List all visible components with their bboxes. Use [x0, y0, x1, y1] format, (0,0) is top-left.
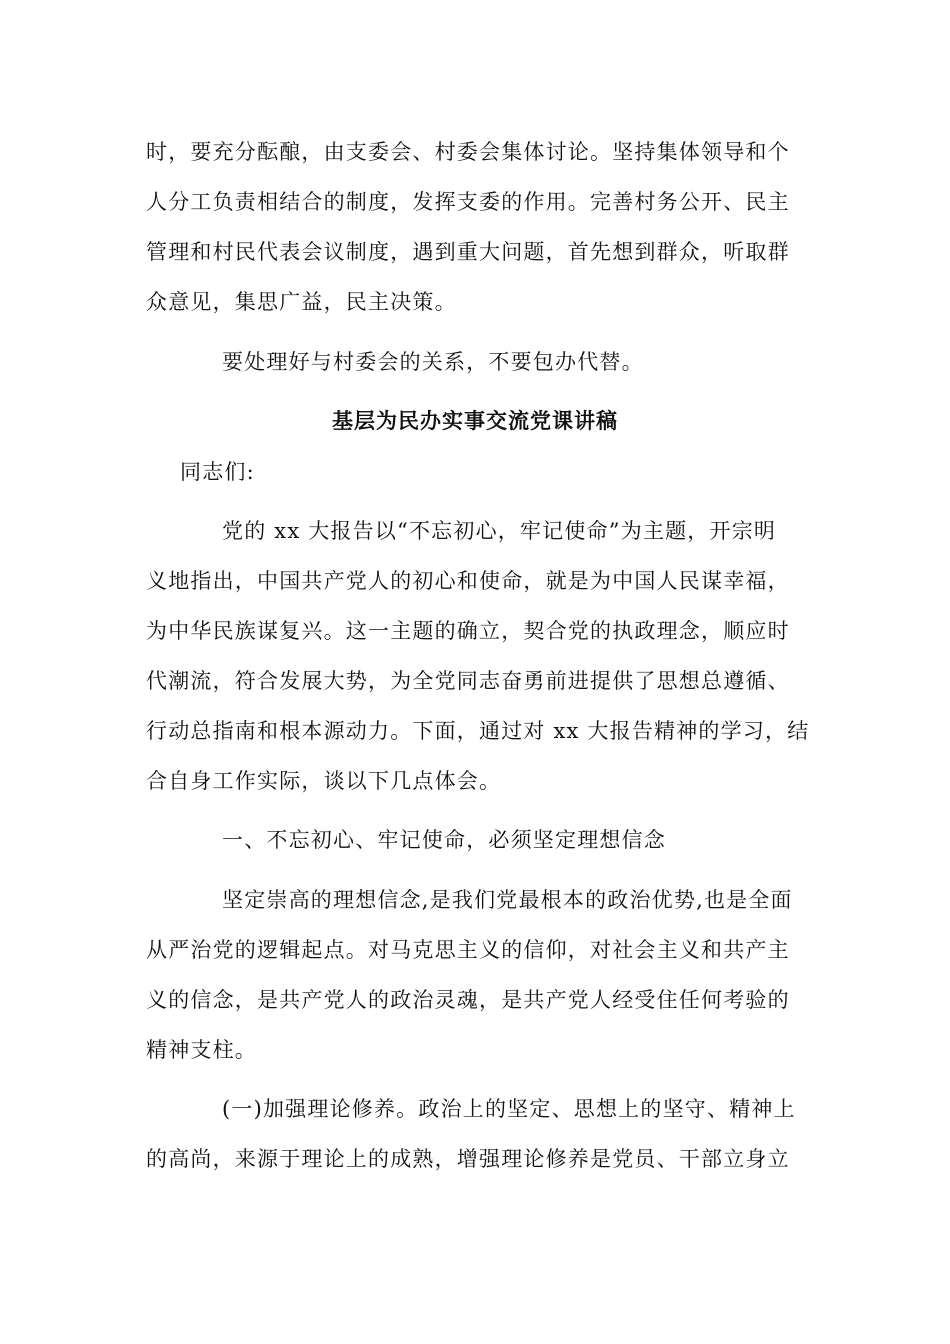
- text-line: 行动总指南和根本源动力。下面，通过对 xx 大报告精神的学习，结: [146, 719, 810, 743]
- text-line: 合自身工作实际，谈以下几点体会。: [146, 769, 502, 793]
- text-line: 代潮流，符合发展大势，为全党同志奋勇前进提供了思想总遵循、: [146, 669, 790, 693]
- text-line: 人分工负责相结合的制度，发挥支委的作用。完善村务公开、民主: [146, 190, 790, 214]
- text-line: 众意见，集思广益，民主决策。: [146, 290, 457, 314]
- text-line: 坚定崇高的理想信念,是我们党最根本的政治优势,也是全面: [222, 888, 793, 912]
- salutation: 同志们:: [180, 460, 255, 484]
- document-title: 基层为民办实事交流党课讲稿: [332, 408, 618, 433]
- text-line: 从严治党的逻辑起点。对马克思主义的信仰，对社会主义和共产主: [146, 938, 790, 962]
- subsection-line: (一)加强理论修养。政治上的坚定、思想上的坚守、精神上: [222, 1097, 796, 1121]
- text-line: 管理和村民代表会议制度，遇到重大问题，首先想到群众，听取群: [146, 240, 790, 264]
- text-line: 党的 xx 大报告以“不忘初心，牢记使命”为主题，开宗明: [222, 519, 777, 543]
- text-line: 义的信念，是共产党人的政治灵魂，是共产党人经受住任何考验的: [146, 988, 790, 1012]
- section-heading: 一、不忘初心、牢记使命，必须坚定理想信念: [222, 828, 666, 852]
- text-line: 精神支柱。: [146, 1038, 257, 1062]
- text-line: 时，要充分酝酿，由支委会、村委会集体讨论。坚持集体领导和个: [146, 140, 790, 164]
- text-line: 要处理好与村委会的关系，不要包办代替。: [222, 350, 644, 374]
- text-line: 为中华民族谋复兴。这一主题的确立，契合党的执政理念，顺应时: [146, 619, 790, 643]
- text-line: 义地指出，中国共产党人的初心和使命，就是为中国人民谋幸福，: [146, 569, 790, 593]
- text-line: 的高尚，来源于理论上的成熟，增强理论修养是党员、干部立身立: [146, 1147, 790, 1171]
